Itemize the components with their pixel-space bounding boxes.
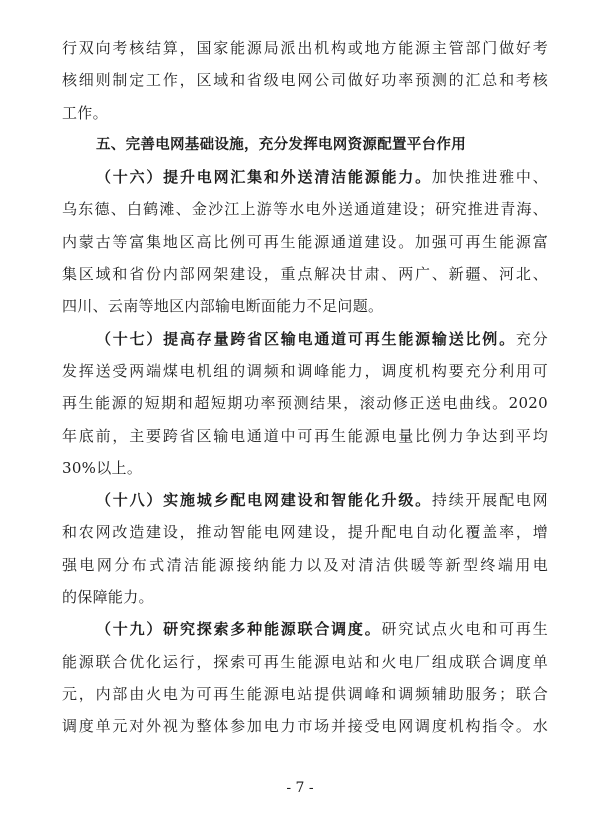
body-text-line	[62, 549, 548, 581]
body-text-line	[62, 226, 548, 258]
line-text: 行双向考核结算，国家能源局派出机构或地方能源主管部门做好考	[62, 39, 548, 57]
body-text-line	[62, 516, 548, 548]
paragraph-lead-heading: （十八）实施城乡配电网建设和智能化升级。	[96, 491, 432, 510]
line-text: 核细则制定工作，区域和省级电网公司做好功率预测的汇总和考核	[62, 71, 548, 90]
line-text: 和农网改造建设，推动智能电网建设，提升配电自动化覆盖率，增	[62, 523, 548, 542]
body-text-line	[62, 646, 548, 678]
body-text-line	[62, 64, 548, 96]
body-text-line	[62, 452, 548, 484]
paragraph-lead-heading: （十七）提高存量跨省区输电通道可再生能源输送比例。	[96, 329, 516, 348]
body-text-line	[62, 32, 548, 64]
line-text: 四川、云南等地区内部输电断面能力不足问题。	[62, 297, 384, 316]
body-text-line	[62, 581, 548, 613]
body-text-line	[62, 387, 548, 419]
body-text-line	[62, 323, 548, 355]
line-text: 加快推进雅中、	[431, 168, 548, 187]
line-text: 工作。	[62, 103, 108, 122]
section-heading: 五、完善电网基础设施，充分发挥电网资源配置平台作用	[96, 136, 466, 153]
body-text-line	[62, 710, 548, 742]
line-text: 乌东德、白鹤滩、金沙江上游等水电外送通道建设；研究推进青海、	[62, 200, 548, 219]
line-text: 30%以上。	[62, 458, 143, 477]
body-text-line	[62, 193, 548, 225]
line-text: 的保障能力。	[62, 588, 154, 607]
line-text: 元，内部由火电为可再生能源电站提供调峰和调频辅助服务；联合	[62, 684, 548, 703]
line-text: 发挥送受两端煤电机组的调频和调峰能力，调度机构要充分利用可	[62, 361, 548, 380]
line-text: 持续开展配电网	[431, 491, 548, 510]
body-text-line	[62, 161, 548, 193]
line-text: 能源联合优化运行，探索可再生能源电站和火电厂组成联合调度单	[62, 652, 548, 671]
body-text-line	[62, 420, 548, 452]
line-text: 调度单元对外视为整体参加电力市场并接受电网调度机构指令。水	[62, 717, 548, 736]
line-text: 年底前，主要跨省区输电通道中可再生能源电量比例力争达到平均	[62, 426, 548, 445]
body-text-line	[62, 613, 548, 645]
page-number: - 7 -	[286, 780, 314, 796]
body-text-line	[62, 97, 548, 129]
line-text: 强电网分布式清洁能源接纳能力以及对清洁供暖等新型终端用电	[62, 555, 548, 574]
paragraph-lead-heading: （十九）研究探索多种能源联合调度。	[96, 620, 382, 639]
body-text-line	[62, 484, 548, 516]
line-text: 充分	[515, 329, 548, 348]
line-text: 内蒙古等富集地区高比例可再生能源通道建设。加强可再生能源富	[62, 232, 548, 251]
line-text: 再生能源的短期和超短期功率预测结果，滚动修正送电曲线。2020	[62, 394, 548, 413]
paragraph-lead-heading: （十六）提升电网汇集和外送清洁能源能力。	[96, 168, 432, 187]
line-text: 集区域和省份内部网架建设，重点解决甘肃、两广、新疆、河北、	[62, 265, 548, 284]
body-text-line	[62, 258, 548, 290]
body-text-line	[62, 290, 548, 322]
line-text: 研究试点火电和可再生	[381, 620, 548, 639]
body-text-line	[62, 355, 548, 387]
body-text-line	[62, 678, 548, 710]
